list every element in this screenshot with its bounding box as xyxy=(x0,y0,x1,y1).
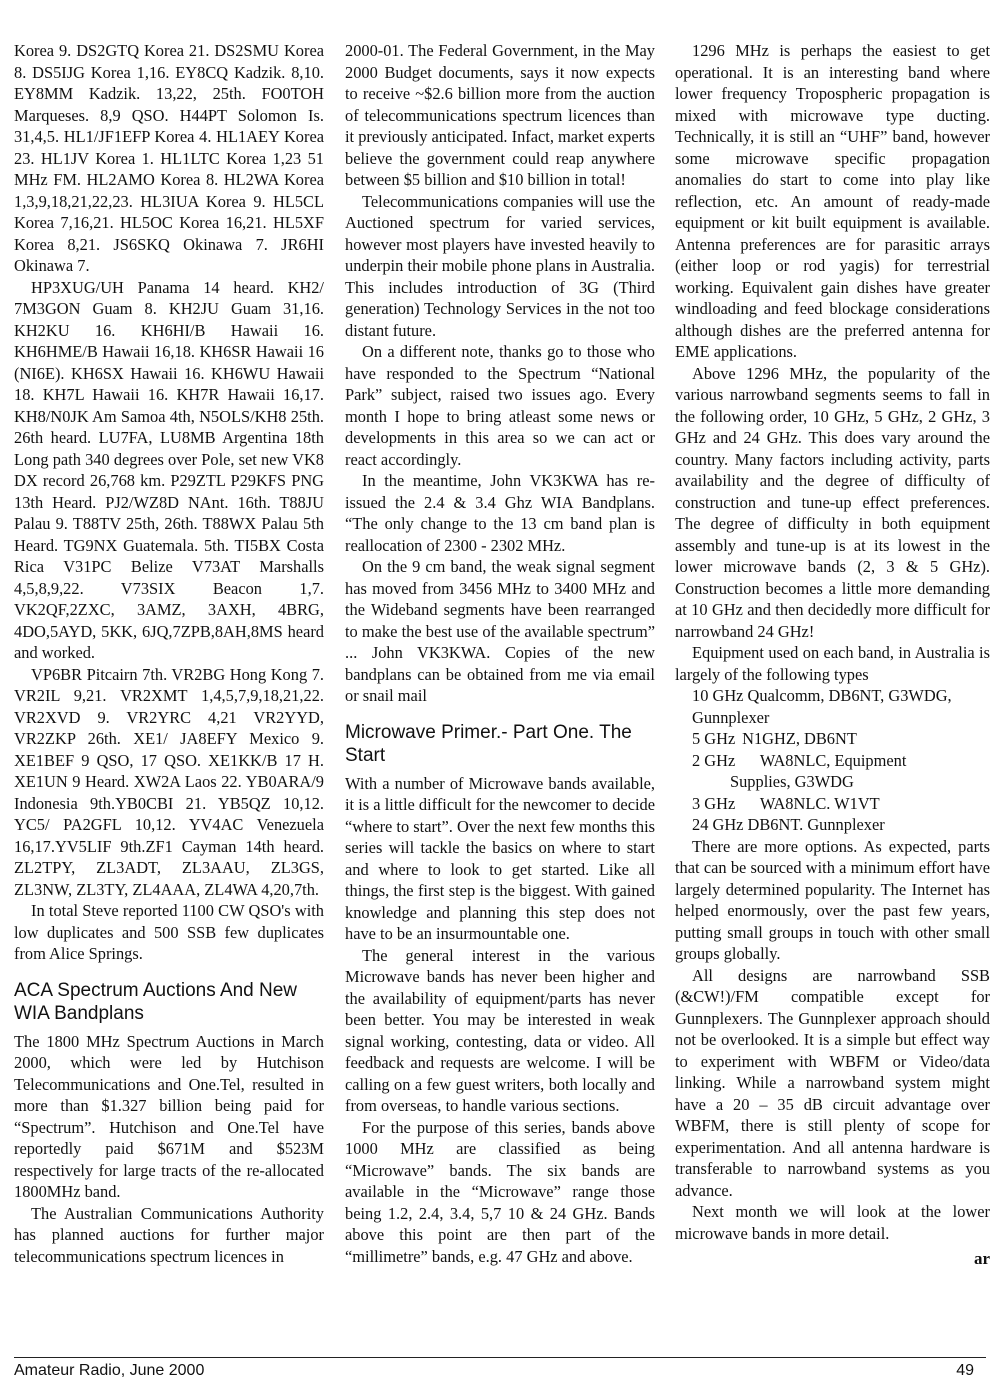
band-label: 2 GHz xyxy=(692,750,736,770)
article-end-mark: ar xyxy=(973,1249,990,1268)
paragraph-general-interest: The general interest in the various Microwave bands has never been higher and the availability of equipment/parts has never been better. You may be interested in weak signal working, contesting, data or video. All feedback and requests are welcome. I will be calling on a few guest writers, both locally and from overseas, to handle various sections. xyxy=(345,945,655,1115)
paragraph-next-month: Next month we will look at the lower microwave bands in more detail. xyxy=(675,1202,990,1243)
paragraph-pacific-reports: HP3XUG/UH Panama 14 heard. KH2/ 7M3GON Guam 8. KH2JU Guam 31,16. KH2KU 16. KH6HI/B Hawaii 16. KH6HME/B Hawaii 16,18. KH6SR Hawaii 16 (NI6E). KH6SX Hawaii 16. KH6WU Hawaii 18. KH7L Hawaii 16. KH7R Hawaii 16,17. KH8/N0JK Am Samoa 4th, N5OLS/KH8 25th. 26th heard. LU7FA, LU8MB Argentina 18th Long path 340 degrees over Pole, set new VK8 DX record 26,768 km. P29ZTL P29KFS PNG 13th Heard. PJ2/WZ8D NAnt. 16th. T88JU Palau 9. T88TV 25th, 26th. T88WX Palau 5th Heard. TG9NX Guatemala. 5th. TI5BX Costa Rica V31PC Belize V73AT Marshalls 4,5,8,9,22. V73SIX Beacon 1,7. VK2QF,2ZXC, 3AMZ, 3AXH, 4BRG, 4DO,5AYD, 5KK, 6JQ,7ZPB,8AH,8MS heard and worked. xyxy=(14,277,324,662)
heading-microwave-primer: Microwave Primer.- Part One. The Start xyxy=(345,721,632,766)
paragraph-meantime: In the meantime, John VK3KWA has re-issued the 2.4 & 3.4 Ghz WIA Bandplans. “The only change to the 13 cm band plan is reallocation of 2300 - 2302 MHz. xyxy=(345,471,655,555)
paragraph-more-options: There are more options. As expected, parts that can be sourced with a minimum effort have largely determined popularity. The Internet has helped enormously, over the past few years, putting small groups in touch with other small groups globally. xyxy=(675,836,990,963)
band-equipment: WA8NLC, Equipment xyxy=(759,750,907,770)
paragraph-korea-reports: Korea 9. DS2GTQ Korea 21. DS2SMU Korea 8. DS5IJG Korea 1,16. EY8CQ Kadzik. 8,10. EY8MM Kadzik. 13,22, 25th. FO0TOH Marqueses. 8,9 QSO. H44PT Solomon Is. 31,4,5. HL1/JF1EFP Korea 4. HL1AEY Korea 23. HL1JV Korea 1. HL1LTC Korea 1,23 51 MHz FM. HL2AMO Korea 8. HL2WA Korea 1,3,9,18,21,22,23. HL3IUA Korea 9. HL5CL Korea 7,16,21. HL5OC Korea 16,21. HL5XF Korea 8,21. JS6SKQ Okinawa 7. JR6HI Okinawa 7. xyxy=(14,41,324,275)
band-label: 3 GHz xyxy=(692,793,736,813)
footer-divider xyxy=(14,1357,986,1358)
band-equipment: WA8NLC. W1VT xyxy=(759,793,880,813)
paragraph-9cm-band: On the 9 cm band, the weak signal segment has moved from 3456 MHz to 3400 MHz and the Wideband segments have been rearranged to make the best use of the available spectrum” ... John VK3KWA. Copies of the new bandplans can be obtained from me via email or snail mail xyxy=(345,557,655,705)
equipment-10ghz: 10 GHz Qualcomm, DB6NT, G3WDG, Gunnplexer xyxy=(692,686,952,727)
paragraph-aca: The Australian Communications Authority has planned auctions for further major telecommunications spectrum licences in xyxy=(14,1203,324,1266)
paragraph-purpose: For the purpose of this series, bands above 1000 MHz are classified as being “Microwave” bands. The six bands are available in the “Microwave” range those being 1.2, 2.4, 3.4, 5,7 10 & 24 GHz. Bands above this point are then part of the “millimetre” bands, e.g. 47 GHz and above. xyxy=(345,1117,655,1266)
paragraph-different-note: On a different note, thanks go to those who have responded to the Spectrum “National Park” subject, raised two issues ago. Every month I hope to bring atleast some news or developments in this area so we can act or react accordingly. xyxy=(345,342,655,469)
paragraph-equipment: Equipment used on each band, in Australia is largely of the following types xyxy=(675,643,990,684)
column-2 xyxy=(345,40,655,1267)
paragraph-total: In total Steve reported 1100 CW QSO's with low duplicates and 500 SSB few duplicates from Alice Springs. xyxy=(14,901,324,963)
paragraph-designs: All designs are narrowband SSB (&CW!)/FM compatible except for Gunnplexers. The Gunnplexer approach should not be overlooked. It is a simple but effect way to experiment with WBFM or Video/data linking. While a narrowband system might have a 20 – 35 dB circuit advantage over WBFM, there is still plenty of scope for experimentation. And all antenna hardware is transferable to narrowband systems as you advance. xyxy=(675,965,990,1200)
paragraph-above-1296: Above 1296 MHz, the popularity of the various narrowband segments seems to fall in the following order, 10 GHz, 5 GHz, 2 GHz, 3 GHz and 24 GHz. This does vary around the country. Many factors including activity, parts availability and the degree of difficulty of construction and tune-up effect preferences. The degree of difficulty in both equipment assembly and tune-up is at its lowest in the lower microwave bands (2, 3 & 5 GHz). Construction becomes a little more demanding at 10 GHz and then decidedly more difficult for narrowband 24 GHz! xyxy=(675,363,990,641)
column-3 xyxy=(675,40,990,1270)
publication-info: Amateur Radio, June 2000 xyxy=(14,1362,205,1379)
paragraph-1296mhz: 1296 MHz is perhaps the easiest to get operational. It is an interesting band where lower frequency Tropospheric propagation is mixed with microwave type ducting. Technically, it is still an “UHF” band, however some microwave specific propagation anomalies do start to come into play like reflection, etc. An amount of ready-made equipment or kit built equipment is available. Antenna preferences are for parasitic arrays (either loop or rod yagis) for terrestrial working. Equivalent gain dishes have greater windloading and feed blockage considerations although dishes are the preferred antenna for EME applications. xyxy=(675,41,990,361)
equipment-2ghz xyxy=(675,750,990,772)
paragraph-budget: 2000-01. The Federal Government, in the May 2000 Budget documents, says it now expects to receive ~$2.6 billion more from the auction of telecommunications spectrum licences than it previously anticipated. Infact, market experts believe the government could reap anywhere between $5 billion and $10 billion in total! xyxy=(345,41,655,189)
equipment-3ghz xyxy=(675,793,990,815)
page-number: 49 xyxy=(956,1362,974,1379)
column-1 xyxy=(14,40,324,1267)
equipment-list xyxy=(675,685,990,836)
paragraph-1800mhz: The 1800 MHz Spectrum Auctions in March 2000, which were led by Hutchison Telecommunications and One.Tel, resulted in more than $1.327 billion being paid for “Spectrum”. Hutchison and One.Tel have reportedly paid $671M and $523M respectively for large tracts of the re-allocated 1800MHz band. xyxy=(14,1031,324,1201)
paragraph-asia-reports: VP6BR Pitcairn 7th. VR2BG Hong Kong 7. VR2IL 9,21. VR2XMT 1,4,5,7,9,18,21,22. VR2XVD 9. VR2YRC 4,21 VR2YYD, VR2ZKP 26th. XE1/ JA8EFY Mexico 9. XE1BEF 9 QSO, 17 QSO. XE1KK/B 17 H. XE1UN 9 Heard. XW2A Laos 22. YB0ARA/9 Indonesia 9th.YB0CBI 21. YB5QZ 10,12. YC5/ PA2GFL 10,12. YV4AC Venezuela 16,17.YV5LIF 9th.ZF1 Cayman 14th heard. ZL2TPY, ZL3ADT, ZL3AAU, ZL3GS, ZL3NW, ZL3TY, ZL4AAA, ZL4WA 4,20,7th. xyxy=(14,664,324,899)
equipment-2ghz-continued: Supplies, G3WDG xyxy=(730,772,854,791)
equipment-5ghz xyxy=(675,728,990,750)
heading-aca-spectrum: ACA Spectrum Auctions And New WIA Bandplans xyxy=(14,979,298,1024)
paragraph-telecommunications: Telecommunications companies will use the Auctioned spectrum for varied services, however most players have invested heavily to underpin their mobile phone plans in Australia. This includes introduction of 3G (Third generation) Technology Services in the not too distant future. xyxy=(345,191,655,340)
band-label: 5 GHz xyxy=(692,729,736,748)
equipment-24ghz: 24 GHz DB6NT. Gunnplexer xyxy=(692,815,885,834)
band-equipment: N1GHZ, DB6NT xyxy=(742,729,857,748)
paragraph-number-of-bands: With a number of Microwave bands available, it is a little difficult for the newcomer to decide “where to start”. Over the next few months this series will tackle the basics on where to start and where to look to get started. Like all things, the first step is the biggest. With gained knowledge and planning this step does not have to be an insurmountable one. xyxy=(345,773,655,943)
